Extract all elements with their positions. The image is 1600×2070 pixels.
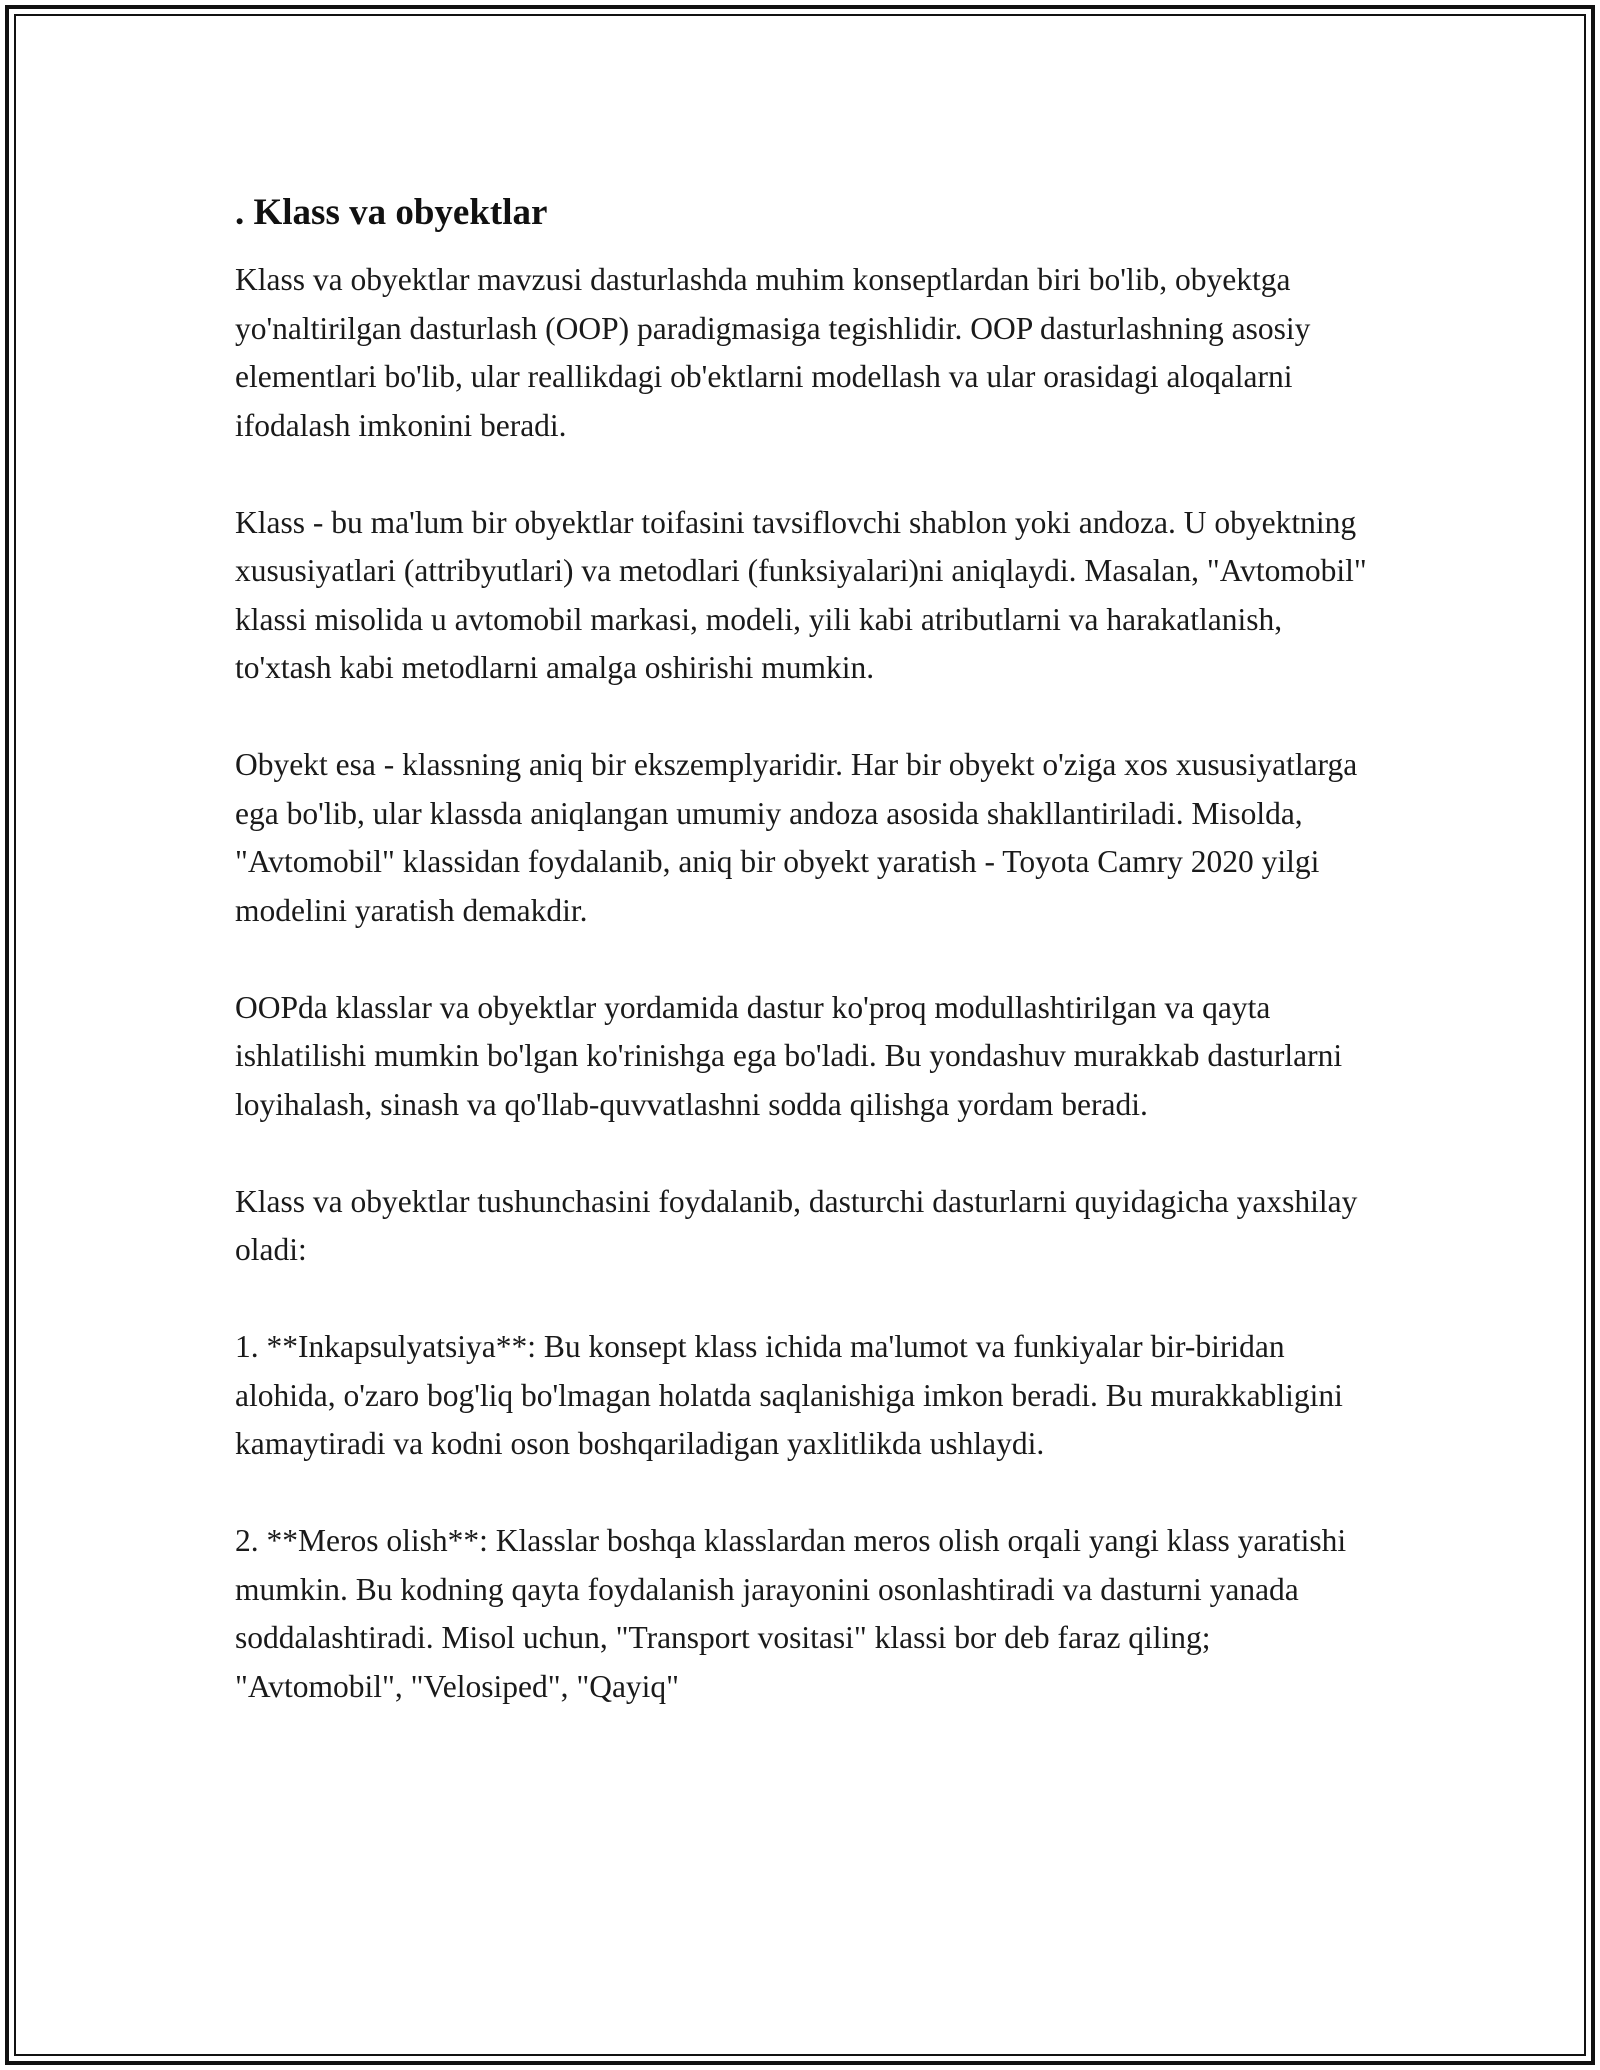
paragraph-intro: Klass va obyektlar mavzusi dasturlashda muhim konseptlardan biri bo'lib, obyektga yo'naltirilgan dasturlash (OOP) paradigmasiga tegishlidir. OOP dasturlashning asosiy elementlari bo'lib, ular reallikdagi ob'ektlarni modellash va ular orasidagi aloqalarni ifodalash imkonini beradi. [235, 262, 1311, 443]
paragraph-class-definition: Klass - bu ma'lum bir obyektlar toifasini tavsiflovchi shablon yoki andoza. U obyektning xususiyatlari (attribyutlari) va metodlari (funksiyalari)ni aniqlaydi. Masalan, "Avtomobil" klassi misolida u avtomobil markasi, modeli, yili kabi atributlarni va harakatlanish, to'xtash kabi metodlarni amalga oshirishi mumkin. [235, 504, 1367, 685]
paragraph-oop-benefits: OOPda klasslar va obyektlar yordamida dastur ko'proq modullashtirilgan va qayta ishlatilishi mumkin bo'lgan ko'rinishga ega bo'ladi. Bu yondashuv murakkab dasturlarni loyihalash, sinash va qo'llab-quvvatlashni sodda qilishga yordam beradi. [235, 989, 1343, 1122]
document-title: . Klass va obyektlar [235, 192, 548, 233]
document-body [235, 188, 1375, 1760]
paragraph-encapsulation: 1. **Inkapsulyatsiya**: Bu konsept klass ichida ma'lumot va funkiyalar bir-biridan alohida, o'zaro bog'liq bo'lmagan holatda saqlanishiga imkon beradi. Bu murakkabligini kamaytiradi va kodni oson boshqariladigan yaxlitlikda ushlaydi. [235, 1329, 1343, 1461]
paragraph-list-intro: Klass va obyektlar tushunchasini foydalanib, dasturchi dasturlarni quyidagicha yaxshilay oladi: [235, 1183, 1358, 1267]
paragraph-object-definition: Obyekt esa - klassning aniq bir ekszemplyaridir. Har bir obyekt o'ziga xos xususiyatlarga ega bo'lib, ular klassda aniqlangan umumiy andoza asosida shakllantiriladi. Misolda, "Avtomobil" klassidan foydalanib, aniq bir obyekt yaratish - Toyota Camry 2020 yilgi modelini yaratish demakdir. [235, 747, 1358, 928]
paragraph-inheritance: 2. **Meros olish**: Klasslar boshqa klasslardan meros olish orqali yangi klass yaratishi mumkin. Bu kodning qayta foydalanish jarayonini osonlashtiradi va dasturni yanada soddalashtiradi. Misol uchun, "Transport vositasi" klassi bor deb faraz qiling; "Avtomobil", "Velosiped", "Qayiq" [235, 1523, 1347, 1704]
